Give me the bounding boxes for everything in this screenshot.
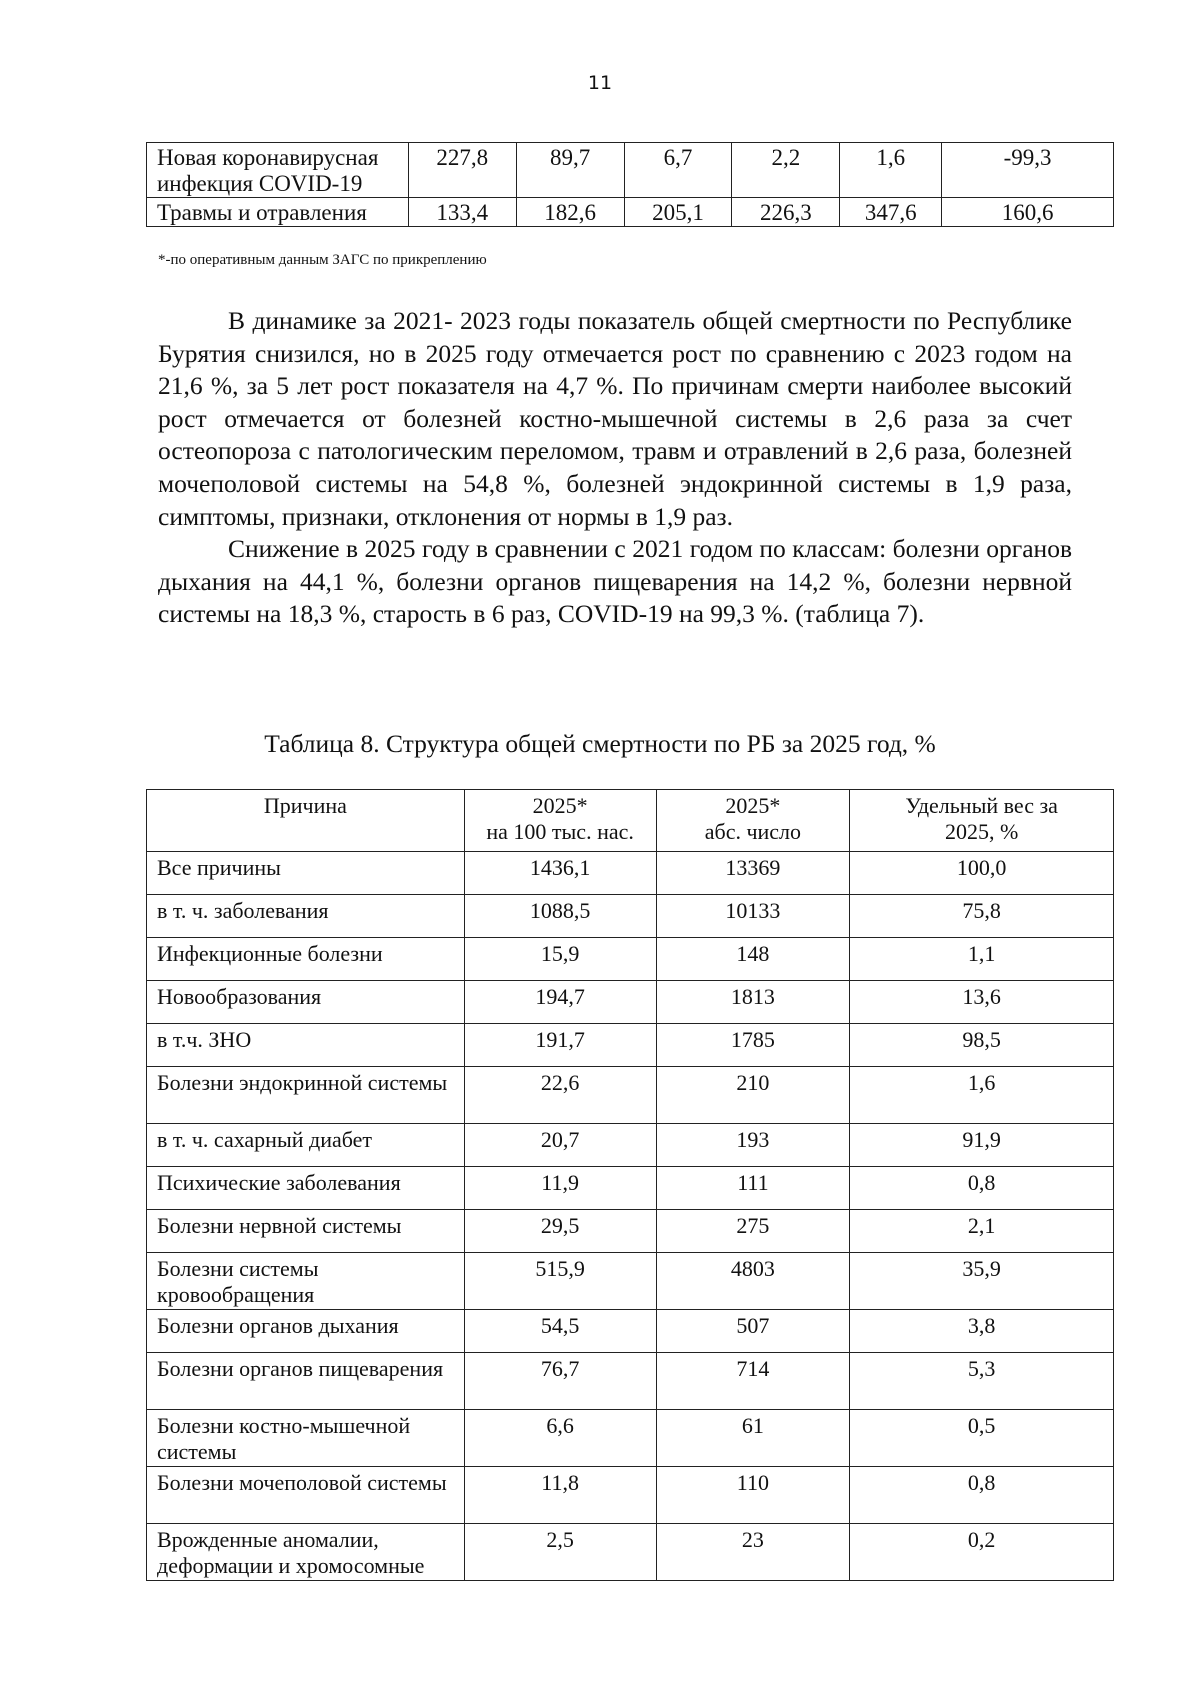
mortality-structure-table [146,789,1114,1581]
share-cell: 1,1 [850,938,1114,981]
value-cell: 6,7 [624,143,732,198]
rate-cell: 76,7 [464,1353,656,1410]
share-cell: 0,5 [850,1410,1114,1467]
share-cell: 100,0 [850,852,1114,895]
cause-cell: Болезни мочеполовой системы [147,1467,465,1524]
table-row [147,852,1114,895]
table-row [147,1067,1114,1124]
abs-count-cell: 193 [656,1124,850,1167]
rate-cell: 29,5 [464,1210,656,1253]
footnote: *-по оперативным данным ЗАГС по прикреплению [158,252,487,268]
rate-cell: 15,9 [464,938,656,981]
value-cell: 1,6 [840,143,942,198]
continued-mortality-table [146,142,1114,227]
table-row [147,981,1114,1024]
cause-cell: в т. ч. сахарный диабет [147,1124,465,1167]
abs-count-cell: 714 [656,1353,850,1410]
cause-cell: Болезни нервной системы [147,1210,465,1253]
paragraph: В динамике за 2021- 2023 годы показатель общей смертности по Республике Бурятия снизился, но в 2025 году отмечается рост по сравнению с 2023 годом на 21,6 %, за 5 лет рост показателя на 4,7 %. По причинам смерти наиболее высокий рост отмечается от болезней костно-мышечной системы в 2,6 раза за счет остеопороза с патологическим переломом, травм и отравлений в 2,6 раза, болезней мочеполовой системы на 54,8 %, болезней эндокринной системы в 1,9 раза, симптомы, признаки, отклонения от нормы в 1,9 раз. [158,306,1072,531]
rate-cell: 1436,1 [464,852,656,895]
table-row [147,198,1114,227]
rate-cell: 20,7 [464,1124,656,1167]
value-cell: 2,2 [732,143,840,198]
share-cell: 2,1 [850,1210,1114,1253]
rate-cell: 11,8 [464,1467,656,1524]
value-cell: 160,6 [942,198,1114,227]
value-cell: 133,4 [408,198,516,227]
rate-cell: 2,5 [464,1524,656,1581]
value-cell: 347,6 [840,198,942,227]
abs-count-cell: 275 [656,1210,850,1253]
table-body [147,852,1114,1581]
rate-cell: 54,5 [464,1310,656,1353]
abs-count-cell: 23 [656,1524,850,1581]
page-number: 11 [587,72,613,94]
share-cell: 35,9 [850,1253,1114,1310]
cause-cell: Болезни органов пищеварения [147,1353,465,1410]
share-cell: 0,8 [850,1167,1114,1210]
abs-count-cell: 210 [656,1067,850,1124]
table-row [147,1167,1114,1210]
cause-cell: Болезни органов дыхания [147,1310,465,1353]
table-row [147,143,1114,198]
value-cell: 89,7 [516,143,624,198]
table-row [147,1353,1114,1410]
share-cell: 5,3 [850,1353,1114,1410]
column-header: Удельный вес за 2025, % [850,790,1114,852]
abs-count-cell: 61 [656,1410,850,1467]
table-row [147,1124,1114,1167]
table-row [147,1410,1114,1467]
column-header: 2025* на 100 тыс. нас. [464,790,656,852]
table-row [147,1524,1114,1581]
table-row [147,938,1114,981]
abs-count-cell: 1785 [656,1024,850,1067]
table-row [147,1310,1114,1353]
cause-cell: в т. ч. заболевания [147,895,465,938]
column-header: 2025* абс. число [656,790,850,852]
abs-count-cell: 4803 [656,1253,850,1310]
table-title: Таблица 8. Структура общей смертности по РБ за 2025 год, % [264,729,936,758]
rate-cell: 515,9 [464,1253,656,1310]
cause-cell: Психические заболевания [147,1167,465,1210]
rate-cell: 194,7 [464,981,656,1024]
share-cell: 1,6 [850,1067,1114,1124]
value-cell: 227,8 [408,143,516,198]
rate-cell: 191,7 [464,1024,656,1067]
abs-count-cell: 10133 [656,895,850,938]
abs-count-cell: 13369 [656,852,850,895]
rate-cell: 1088,5 [464,895,656,938]
share-cell: 91,9 [850,1124,1114,1167]
rate-cell: 11,9 [464,1167,656,1210]
value-cell: 226,3 [732,198,840,227]
rate-cell: 22,6 [464,1067,656,1124]
cause-cell: Болезни костно-мышечной системы [147,1410,465,1467]
body-text [158,305,1072,631]
cause-cell: Болезни эндокринной системы [147,1067,465,1124]
share-cell: 0,8 [850,1467,1114,1524]
column-header: Причина [147,790,465,852]
value-cell: 205,1 [624,198,732,227]
paragraph: Снижение в 2025 году в сравнении с 2021 годом по классам: болезни органов дыхания на 44,1 %, болезни органов пищеварения на 14,2 %, болезни нервной системы на 18,3 %, старость в 6 раз, COVID-19 на 99,3 %. (таблица 7). [158,534,1072,629]
cause-cell: Новая коронавирусная инфекция COVID-19 [147,143,409,198]
cause-cell: Новообразования [147,981,465,1024]
abs-count-cell: 111 [656,1167,850,1210]
abs-count-cell: 148 [656,938,850,981]
cause-cell: Все причины [147,852,465,895]
cause-cell: в т.ч. ЗНО [147,1024,465,1067]
cause-cell: Травмы и отравления [147,198,409,227]
share-cell: 3,8 [850,1310,1114,1353]
share-cell: 0,2 [850,1524,1114,1581]
cause-cell: Инфекционные болезни [147,938,465,981]
abs-count-cell: 507 [656,1310,850,1353]
abs-count-cell: 110 [656,1467,850,1524]
table-row [147,1210,1114,1253]
abs-count-cell: 1813 [656,981,850,1024]
share-cell: 98,5 [850,1024,1114,1067]
value-cell: 182,6 [516,198,624,227]
value-cell: -99,3 [942,143,1114,198]
table-row [147,1253,1114,1310]
table-row [147,1467,1114,1524]
table-header-row [147,790,1114,852]
cause-cell: Врожденные аномалии, деформации и хромосомные [147,1524,465,1581]
table-row [147,1024,1114,1067]
table-row [147,895,1114,938]
share-cell: 13,6 [850,981,1114,1024]
rate-cell: 6,6 [464,1410,656,1467]
share-cell: 75,8 [850,895,1114,938]
cause-cell: Болезни системы кровообращения [147,1253,465,1310]
